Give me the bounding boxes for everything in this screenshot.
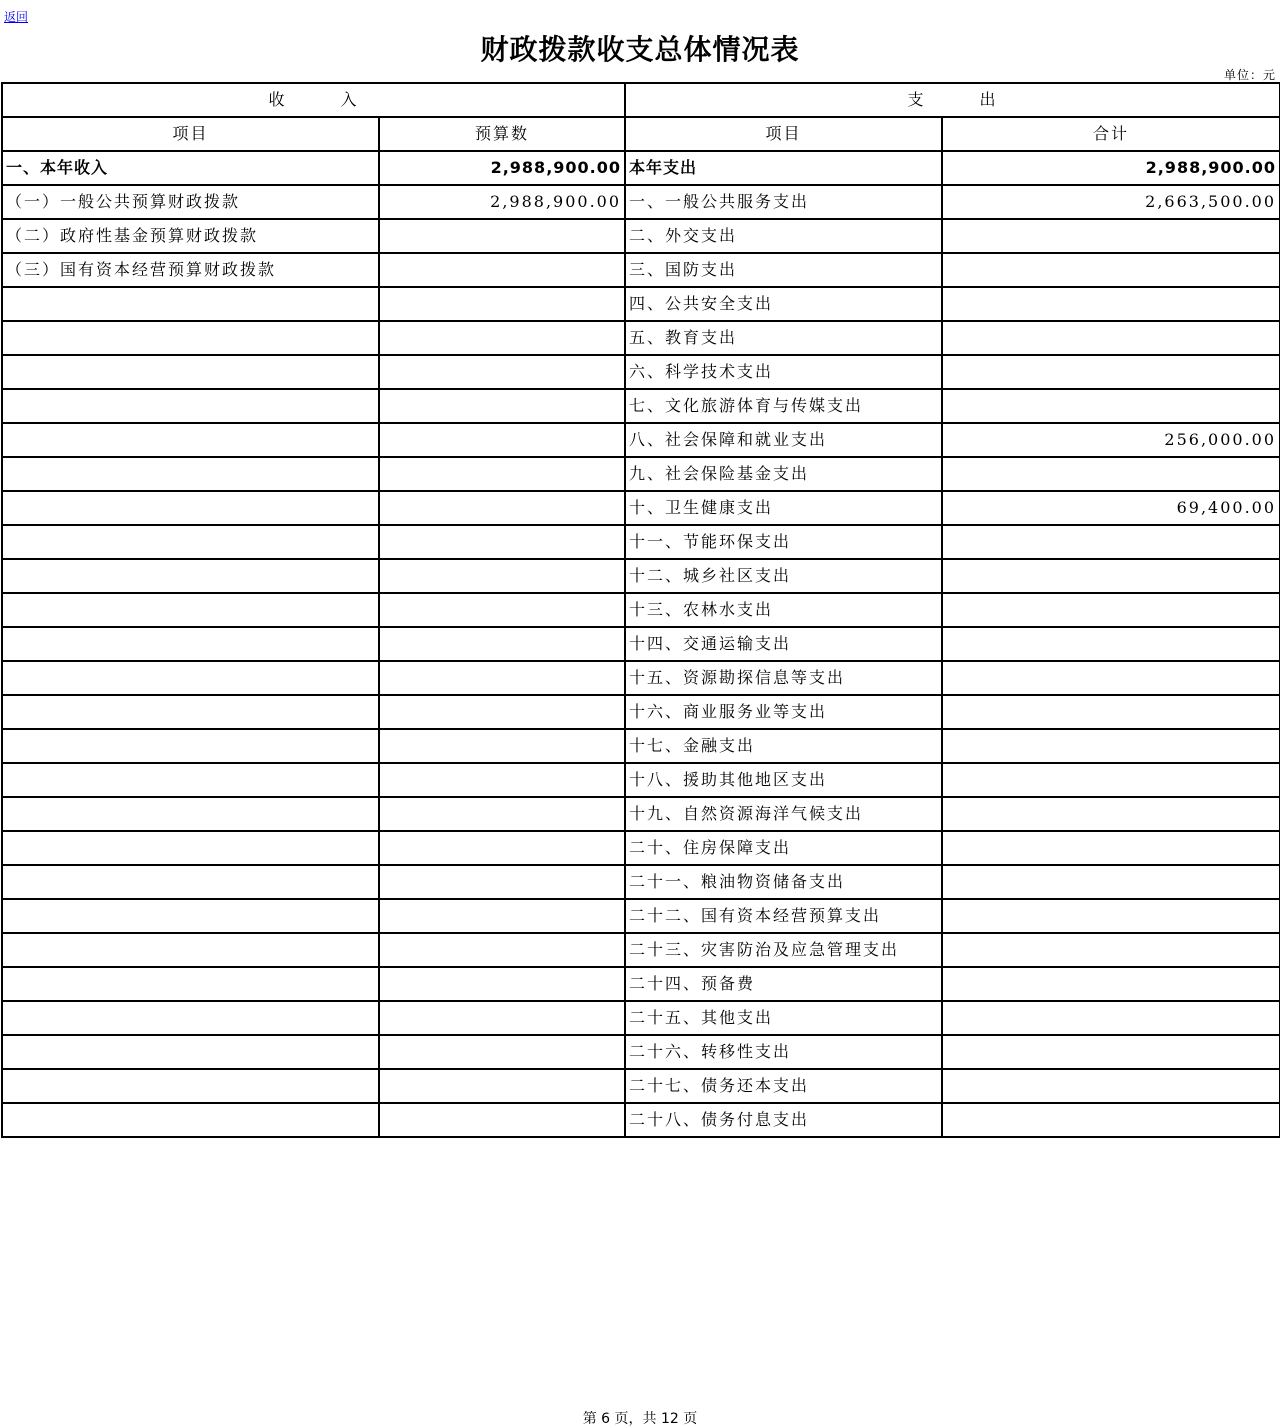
income-budget-cell bbox=[379, 355, 625, 389]
expense-total-cell: 2,663,500.00 bbox=[942, 185, 1280, 219]
income-item-cell bbox=[2, 865, 379, 899]
expense-item-cell: 十八、援助其他地区支出 bbox=[625, 763, 942, 797]
income-budget-cell bbox=[379, 287, 625, 321]
table-row bbox=[2, 491, 1280, 525]
expense-total-cell bbox=[942, 559, 1280, 593]
income-item-cell bbox=[2, 1001, 379, 1035]
expense-total-cell bbox=[942, 763, 1280, 797]
table-row bbox=[2, 423, 1280, 457]
income-summary-label: 一、本年收入 bbox=[2, 151, 379, 185]
expense-item-cell: 四、公共安全支出 bbox=[625, 287, 942, 321]
table-row bbox=[2, 967, 1280, 1001]
income-item-cell bbox=[2, 729, 379, 763]
expense-item-cell: 三、国防支出 bbox=[625, 253, 942, 287]
income-item-cell bbox=[2, 1035, 379, 1069]
income-item-cell bbox=[2, 967, 379, 1001]
table-row bbox=[2, 559, 1280, 593]
unit-label: 单位：元 bbox=[1223, 68, 1276, 82]
income-budget-cell bbox=[379, 457, 625, 491]
expense-item-cell: 八、社会保障和就业支出 bbox=[625, 423, 942, 457]
expense-item-cell: 二十四、预备费 bbox=[625, 967, 942, 1001]
expense-total-cell: 69,400.00 bbox=[942, 491, 1280, 525]
income-budget-cell bbox=[379, 1001, 625, 1035]
expense-summary-value: 2,988,900.00 bbox=[942, 151, 1280, 185]
income-budget-cell bbox=[379, 763, 625, 797]
expense-item-cell: 十、卫生健康支出 bbox=[625, 491, 942, 525]
income-item-cell bbox=[2, 933, 379, 967]
table-row bbox=[2, 933, 1280, 967]
income-budget-cell: 2,988,900.00 bbox=[379, 185, 625, 219]
expense-item-cell: 九、社会保险基金支出 bbox=[625, 457, 942, 491]
income-item-cell bbox=[2, 355, 379, 389]
income-item-cell bbox=[2, 661, 379, 695]
table-row bbox=[2, 355, 1280, 389]
expense-item-cell: 十九、自然资源海洋气候支出 bbox=[625, 797, 942, 831]
expense-item-cell: 七、文化旅游体育与传媒支出 bbox=[625, 389, 942, 423]
expense-total-cell bbox=[942, 1035, 1280, 1069]
income-budget-cell bbox=[379, 1069, 625, 1103]
table-row bbox=[2, 457, 1280, 491]
income-budget-cell bbox=[379, 627, 625, 661]
income-budget-cell bbox=[379, 423, 625, 457]
table-row bbox=[2, 253, 1280, 287]
income-item-cell bbox=[2, 695, 379, 729]
expense-item-cell: 二十二、国有资本经营预算支出 bbox=[625, 899, 942, 933]
expense-total-header: 合计 bbox=[942, 117, 1280, 151]
income-budget-cell bbox=[379, 1035, 625, 1069]
expense-total-cell bbox=[942, 1103, 1280, 1137]
expense-item-cell: 二、外交支出 bbox=[625, 219, 942, 253]
income-budget-cell bbox=[379, 491, 625, 525]
expense-item-cell: 二十、住房保障支出 bbox=[625, 831, 942, 865]
table-row bbox=[2, 627, 1280, 661]
income-item-cell bbox=[2, 797, 379, 831]
expense-item-cell: 十五、资源勘探信息等支出 bbox=[625, 661, 942, 695]
income-budget-cell bbox=[379, 695, 625, 729]
table-row bbox=[2, 729, 1280, 763]
income-item-cell bbox=[2, 763, 379, 797]
expense-item-cell: 十三、农林水支出 bbox=[625, 593, 942, 627]
income-budget-cell bbox=[379, 219, 625, 253]
expense-total-cell bbox=[942, 933, 1280, 967]
income-budget-cell bbox=[379, 559, 625, 593]
income-budget-cell bbox=[379, 661, 625, 695]
table-row bbox=[2, 899, 1280, 933]
income-header: 收 入 bbox=[2, 83, 625, 117]
income-item-cell bbox=[2, 899, 379, 933]
expense-header: 支 出 bbox=[625, 83, 1280, 117]
table-row bbox=[2, 763, 1280, 797]
expense-total-cell bbox=[942, 253, 1280, 287]
summary-row bbox=[2, 151, 1280, 185]
income-budget-cell bbox=[379, 933, 625, 967]
expense-item-cell: 二十一、粮油物资储备支出 bbox=[625, 865, 942, 899]
table-row bbox=[2, 1069, 1280, 1103]
table-row bbox=[2, 389, 1280, 423]
expense-item-cell: 二十八、债务付息支出 bbox=[625, 1103, 942, 1137]
expense-item-cell: 十四、交通运输支出 bbox=[625, 627, 942, 661]
income-item-header: 项目 bbox=[2, 117, 379, 151]
table-row bbox=[2, 287, 1280, 321]
table-row bbox=[2, 661, 1280, 695]
income-item-cell bbox=[2, 1069, 379, 1103]
expense-item-cell: 五、教育支出 bbox=[625, 321, 942, 355]
expense-item-cell: 二十五、其他支出 bbox=[625, 1001, 942, 1035]
income-item-cell bbox=[2, 287, 379, 321]
expense-item-cell: 二十七、债务还本支出 bbox=[625, 1069, 942, 1103]
income-item-cell bbox=[2, 491, 379, 525]
expense-item-cell: 六、科学技术支出 bbox=[625, 355, 942, 389]
table-row bbox=[2, 865, 1280, 899]
expense-item-cell: 二十三、灾害防治及应急管理支出 bbox=[625, 933, 942, 967]
expense-total-cell bbox=[942, 967, 1280, 1001]
expense-item-header: 项目 bbox=[625, 117, 942, 151]
income-budget-cell bbox=[379, 797, 625, 831]
expense-total-cell bbox=[942, 695, 1280, 729]
table-row bbox=[2, 797, 1280, 831]
income-item-cell: （二）政府性基金预算财政拨款 bbox=[2, 219, 379, 253]
income-budget-cell bbox=[379, 831, 625, 865]
income-budget-cell bbox=[379, 1103, 625, 1137]
table-row bbox=[2, 185, 1280, 219]
income-budget-cell bbox=[379, 865, 625, 899]
expense-total-cell bbox=[942, 355, 1280, 389]
income-item-cell bbox=[2, 593, 379, 627]
back-link[interactable]: 返回 bbox=[4, 10, 29, 24]
expense-item-cell: 一、一般公共服务支出 bbox=[625, 185, 942, 219]
expense-total-cell bbox=[942, 593, 1280, 627]
expense-total-cell bbox=[942, 1001, 1280, 1035]
table-row bbox=[2, 695, 1280, 729]
income-budget-cell bbox=[379, 967, 625, 1001]
header-row-group bbox=[2, 83, 1280, 117]
expense-total-cell bbox=[942, 729, 1280, 763]
table-row bbox=[2, 525, 1280, 559]
table-row bbox=[2, 1103, 1280, 1137]
header-row-columns bbox=[2, 117, 1280, 151]
income-budget-header: 预算数 bbox=[379, 117, 625, 151]
table-row bbox=[2, 831, 1280, 865]
expense-total-cell bbox=[942, 287, 1280, 321]
table-row bbox=[2, 1035, 1280, 1069]
expense-total-cell bbox=[942, 831, 1280, 865]
expense-total-cell bbox=[942, 321, 1280, 355]
expense-item-cell: 十七、金融支出 bbox=[625, 729, 942, 763]
income-item-cell: （三）国有资本经营预算财政拨款 bbox=[2, 253, 379, 287]
income-budget-cell bbox=[379, 729, 625, 763]
income-budget-cell bbox=[379, 253, 625, 287]
expense-summary-label: 本年支出 bbox=[625, 151, 942, 185]
table-row bbox=[2, 1001, 1280, 1035]
income-item-cell: （一）一般公共预算财政拨款 bbox=[2, 185, 379, 219]
income-item-cell bbox=[2, 627, 379, 661]
expense-total-cell bbox=[942, 457, 1280, 491]
income-item-cell bbox=[2, 1103, 379, 1137]
income-budget-cell bbox=[379, 525, 625, 559]
expense-total-cell bbox=[942, 219, 1280, 253]
income-item-cell bbox=[2, 525, 379, 559]
income-budget-cell bbox=[379, 899, 625, 933]
income-item-cell bbox=[2, 559, 379, 593]
table-row bbox=[2, 219, 1280, 253]
income-item-cell bbox=[2, 457, 379, 491]
expense-item-cell: 十一、节能环保支出 bbox=[625, 525, 942, 559]
table-row bbox=[2, 593, 1280, 627]
expense-total-cell bbox=[942, 865, 1280, 899]
table-row bbox=[2, 321, 1280, 355]
income-item-cell bbox=[2, 321, 379, 355]
expense-total-cell bbox=[942, 661, 1280, 695]
budget-table bbox=[1, 82, 1280, 1138]
expense-total-cell bbox=[942, 797, 1280, 831]
page-title: 财政拨款收支总体情况表 bbox=[480, 33, 800, 66]
expense-total-cell bbox=[942, 1069, 1280, 1103]
expense-total-cell: 256,000.00 bbox=[942, 423, 1280, 457]
expense-item-cell: 十二、城乡社区支出 bbox=[625, 559, 942, 593]
expense-total-cell bbox=[942, 525, 1280, 559]
expense-total-cell bbox=[942, 627, 1280, 661]
income-item-cell bbox=[2, 423, 379, 457]
income-budget-cell bbox=[379, 321, 625, 355]
income-item-cell bbox=[2, 389, 379, 423]
income-budget-cell bbox=[379, 593, 625, 627]
expense-total-cell bbox=[942, 899, 1280, 933]
page-footer: 第 6 页，共 12 页 bbox=[582, 1411, 698, 1427]
expense-item-cell: 十六、商业服务业等支出 bbox=[625, 695, 942, 729]
expense-total-cell bbox=[942, 389, 1280, 423]
income-item-cell bbox=[2, 831, 379, 865]
income-summary-value: 2,988,900.00 bbox=[379, 151, 625, 185]
income-budget-cell bbox=[379, 389, 625, 423]
expense-item-cell: 二十六、转移性支出 bbox=[625, 1035, 942, 1069]
